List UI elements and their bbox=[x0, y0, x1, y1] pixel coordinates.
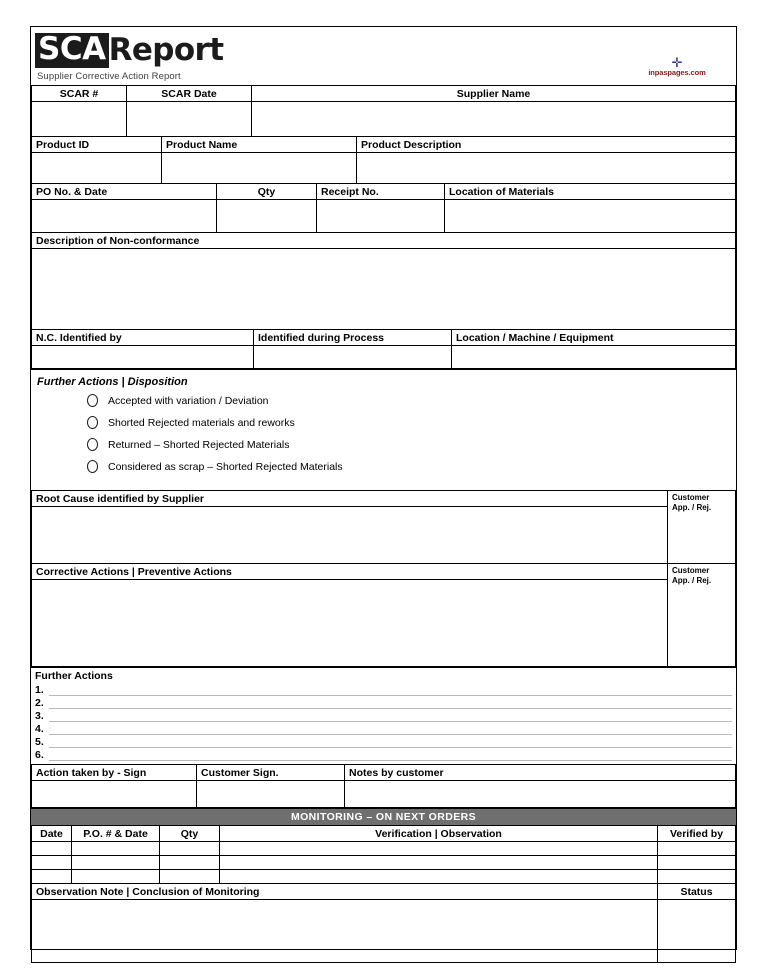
further-actions-title: Further Actions bbox=[35, 670, 113, 682]
cell-monitoring-verified-by-header bbox=[658, 826, 736, 842]
disposition-option-3-label: Returned – Shorted Rejected Materials bbox=[108, 438, 290, 451]
cell-location-machine-label bbox=[452, 330, 736, 346]
observation-table bbox=[31, 884, 736, 963]
corrective-actions-label: Corrective Actions | Preventive Actions bbox=[36, 566, 232, 578]
logo-subtitle: Supplier Corrective Action Report bbox=[37, 71, 181, 82]
disposition-title: Further Actions | Disposition bbox=[37, 376, 188, 388]
field-monitoring-verified-by-3[interactable] bbox=[658, 870, 736, 884]
cell-action-taken-by-label bbox=[32, 765, 197, 781]
further-action-line-1[interactable] bbox=[35, 683, 732, 696]
further-action-rule[interactable] bbox=[49, 736, 732, 748]
table-row bbox=[32, 249, 736, 330]
field-monitoring-verified-by-2[interactable] bbox=[658, 856, 736, 870]
table-row bbox=[32, 826, 736, 842]
scar-form bbox=[30, 26, 737, 950]
product-name-label: Product Name bbox=[166, 139, 238, 151]
cell-receipt-label bbox=[317, 184, 445, 200]
root-cause-label: Root Cause identified by Supplier bbox=[36, 493, 205, 505]
table-row bbox=[32, 856, 736, 870]
cell-identified-during-process-label bbox=[254, 330, 452, 346]
field-monitoring-date-1[interactable] bbox=[32, 842, 72, 856]
table-row bbox=[32, 200, 736, 233]
nonconformance-label: Description of Non-conformance bbox=[36, 235, 200, 247]
observation-label: Observation Note | Conclusion of Monitoring bbox=[36, 886, 260, 898]
further-action-rule[interactable] bbox=[49, 723, 732, 735]
logo-mark: SCA bbox=[35, 33, 109, 68]
field-location-of-materials[interactable] bbox=[445, 200, 736, 233]
cell-supplier-name-label bbox=[252, 86, 736, 102]
field-monitoring-verification-3[interactable] bbox=[220, 870, 658, 884]
root-cause-table bbox=[31, 490, 736, 564]
further-action-number-1: 1. bbox=[35, 684, 44, 696]
field-monitoring-verification-2[interactable] bbox=[220, 856, 658, 870]
field-customer-sign[interactable] bbox=[197, 781, 345, 808]
further-action-number-3: 3. bbox=[35, 710, 44, 722]
further-action-number-2: 2. bbox=[35, 697, 44, 709]
further-action-line-4[interactable] bbox=[35, 722, 732, 735]
customer-sign-label: Customer Sign. bbox=[201, 767, 279, 779]
monitoring-verification-header: Verification | Observation bbox=[375, 828, 502, 840]
cell-nc-identified-by-label bbox=[32, 330, 254, 346]
further-action-number-5: 5. bbox=[35, 736, 44, 748]
cell-qty-label bbox=[217, 184, 317, 200]
cell-root-cause-approval[interactable] bbox=[668, 491, 736, 564]
brand-text: inpaspages.com bbox=[648, 68, 706, 77]
table-row bbox=[32, 233, 736, 249]
cell-monitoring-qty-header bbox=[160, 826, 220, 842]
table-row bbox=[32, 507, 736, 564]
cell-corrective-actions-approval[interactable] bbox=[668, 564, 736, 667]
status-label: Status bbox=[680, 886, 713, 898]
table-row bbox=[32, 900, 736, 963]
table-row bbox=[32, 137, 736, 153]
po-no-date-label: PO No. & Date bbox=[36, 186, 108, 198]
monitoring-verified-by-header: Verified by bbox=[669, 828, 724, 840]
table-row bbox=[32, 491, 736, 507]
receipt-no-label: Receipt No. bbox=[321, 186, 379, 198]
field-monitoring-qty-2[interactable] bbox=[160, 856, 220, 870]
field-po-no-date[interactable] bbox=[32, 200, 217, 233]
signatures-table bbox=[31, 764, 736, 808]
field-action-taken-by-sign[interactable] bbox=[32, 781, 197, 808]
radio-icon[interactable] bbox=[87, 394, 98, 407]
field-notes-by-customer[interactable] bbox=[345, 781, 736, 808]
cell-customer-sign-label bbox=[197, 765, 345, 781]
further-action-number-6: 6. bbox=[35, 749, 44, 761]
form-header bbox=[31, 27, 736, 85]
field-monitoring-date-2[interactable] bbox=[32, 856, 72, 870]
cell-po-label bbox=[32, 184, 217, 200]
disposition-option-2-label: Shorted Rejected materials and reworks bbox=[108, 416, 295, 429]
table-row bbox=[32, 330, 736, 346]
field-monitoring-verified-by-1[interactable] bbox=[658, 842, 736, 856]
further-action-number-4: 4. bbox=[35, 723, 44, 735]
table-row bbox=[32, 86, 736, 102]
table-row bbox=[32, 184, 736, 200]
further-action-line-2[interactable] bbox=[35, 696, 732, 709]
further-action-rule[interactable] bbox=[49, 697, 732, 709]
field-product-description[interactable] bbox=[357, 153, 736, 184]
monitoring-band: MONITORING – ON NEXT ORDERS bbox=[31, 808, 736, 826]
field-scar-date[interactable] bbox=[127, 102, 252, 137]
crosshair-icon: ✛ bbox=[671, 55, 683, 70]
further-action-line-6[interactable] bbox=[35, 748, 732, 761]
supplier-name-label: Supplier Name bbox=[456, 88, 531, 100]
cell-monitoring-verification-header bbox=[220, 826, 658, 842]
further-action-rule[interactable] bbox=[49, 749, 732, 761]
disposition-option-1[interactable] bbox=[87, 394, 732, 407]
cell-scar-date-label bbox=[127, 86, 252, 102]
root-cause-approval-line2: App. / Rej. bbox=[672, 503, 712, 512]
field-monitoring-verification-1[interactable] bbox=[220, 842, 658, 856]
location-of-materials-label: Location of Materials bbox=[449, 186, 555, 198]
order-table bbox=[31, 184, 736, 233]
cell-location-materials-label bbox=[445, 184, 736, 200]
cell-scar-no-label bbox=[32, 86, 127, 102]
table-row bbox=[32, 102, 736, 137]
table-row bbox=[32, 346, 736, 369]
field-status[interactable] bbox=[658, 900, 736, 963]
product-id-label: Product ID bbox=[36, 139, 90, 151]
radio-icon[interactable] bbox=[87, 460, 98, 473]
table-row bbox=[32, 781, 736, 808]
cell-notes-by-customer-label bbox=[345, 765, 736, 781]
table-row bbox=[32, 153, 736, 184]
cell-product-id-label bbox=[32, 137, 162, 153]
field-nc-identified-by[interactable] bbox=[32, 346, 254, 369]
field-location-machine-equipment[interactable] bbox=[452, 346, 736, 369]
field-identified-during-process[interactable] bbox=[254, 346, 452, 369]
field-product-id[interactable] bbox=[32, 153, 162, 184]
field-corrective-actions[interactable] bbox=[32, 580, 668, 667]
field-monitoring-qty-3[interactable] bbox=[160, 870, 220, 884]
disposition-option-3[interactable] bbox=[87, 438, 732, 451]
field-product-name[interactable] bbox=[162, 153, 357, 184]
field-root-cause[interactable] bbox=[32, 507, 668, 564]
field-monitoring-qty-1[interactable] bbox=[160, 842, 220, 856]
cell-root-cause-label bbox=[32, 491, 668, 507]
disposition-section bbox=[31, 369, 736, 490]
disposition-option-2[interactable] bbox=[87, 416, 732, 429]
brand bbox=[622, 57, 732, 77]
product-table bbox=[31, 137, 736, 184]
monitoring-date-header: Date bbox=[40, 828, 63, 840]
cell-status-label bbox=[658, 884, 736, 900]
logo bbox=[35, 33, 223, 68]
identified-table bbox=[31, 330, 736, 369]
corrective-approval-line2: App. / Rej. bbox=[672, 576, 712, 585]
monitoring-po-header: P.O. # & Date bbox=[83, 828, 148, 840]
further-action-rule[interactable] bbox=[49, 684, 732, 696]
cell-observation-label bbox=[32, 884, 658, 900]
corrective-actions-table bbox=[31, 564, 736, 667]
cell-nonconformance-label bbox=[32, 233, 736, 249]
field-monitoring-po-2[interactable] bbox=[72, 856, 160, 870]
identification-table bbox=[31, 85, 736, 137]
table-row bbox=[32, 884, 736, 900]
scar-no-label: SCAR # bbox=[59, 88, 99, 100]
location-machine-equipment-label: Location / Machine / Equipment bbox=[456, 332, 614, 344]
disposition-option-4-label: Considered as scrap – Shorted Rejected Materials bbox=[108, 460, 343, 473]
table-row bbox=[32, 870, 736, 884]
field-qty[interactable] bbox=[217, 200, 317, 233]
product-description-label: Product Description bbox=[361, 139, 462, 151]
table-row bbox=[32, 564, 736, 580]
field-monitoring-date-3[interactable] bbox=[32, 870, 72, 884]
logo-word: Report bbox=[108, 32, 224, 68]
field-monitoring-po-3[interactable] bbox=[72, 870, 160, 884]
field-observation-note[interactable] bbox=[32, 900, 658, 963]
notes-by-customer-label: Notes by customer bbox=[349, 767, 444, 779]
root-cause-approval-line1: Customer bbox=[672, 493, 710, 502]
identified-during-process-label: Identified during Process bbox=[258, 332, 385, 344]
cell-monitoring-date-header bbox=[32, 826, 72, 842]
qty-label: Qty bbox=[257, 186, 276, 198]
radio-icon[interactable] bbox=[87, 416, 98, 429]
table-row bbox=[32, 842, 736, 856]
table-row bbox=[32, 580, 736, 667]
further-action-line-3[interactable] bbox=[35, 709, 732, 722]
field-nonconformance-description[interactable] bbox=[32, 249, 736, 330]
action-taken-by-sign-label: Action taken by - Sign bbox=[36, 767, 147, 779]
table-row bbox=[32, 765, 736, 781]
disposition-option-4[interactable] bbox=[87, 460, 732, 473]
scar-date-label: SCAR Date bbox=[161, 88, 217, 100]
cell-product-name-label bbox=[162, 137, 357, 153]
further-action-line-5[interactable] bbox=[35, 735, 732, 748]
radio-icon[interactable] bbox=[87, 438, 98, 451]
corrective-approval-line1: Customer bbox=[672, 566, 710, 575]
cell-monitoring-po-header bbox=[72, 826, 160, 842]
monitoring-table bbox=[31, 826, 736, 884]
nc-identified-by-label: N.C. Identified by bbox=[36, 332, 122, 344]
field-supplier-name[interactable] bbox=[252, 102, 736, 137]
nonconformance-table bbox=[31, 233, 736, 330]
disposition-option-1-label: Accepted with variation / Deviation bbox=[108, 394, 269, 407]
field-receipt-no[interactable] bbox=[317, 200, 445, 233]
monitoring-qty-header: Qty bbox=[180, 828, 199, 840]
cell-product-description-label bbox=[357, 137, 736, 153]
field-monitoring-po-1[interactable] bbox=[72, 842, 160, 856]
field-scar-no[interactable] bbox=[32, 102, 127, 137]
cell-corrective-actions-label bbox=[32, 564, 668, 580]
further-actions-section bbox=[31, 667, 736, 764]
further-action-rule[interactable] bbox=[49, 710, 732, 722]
